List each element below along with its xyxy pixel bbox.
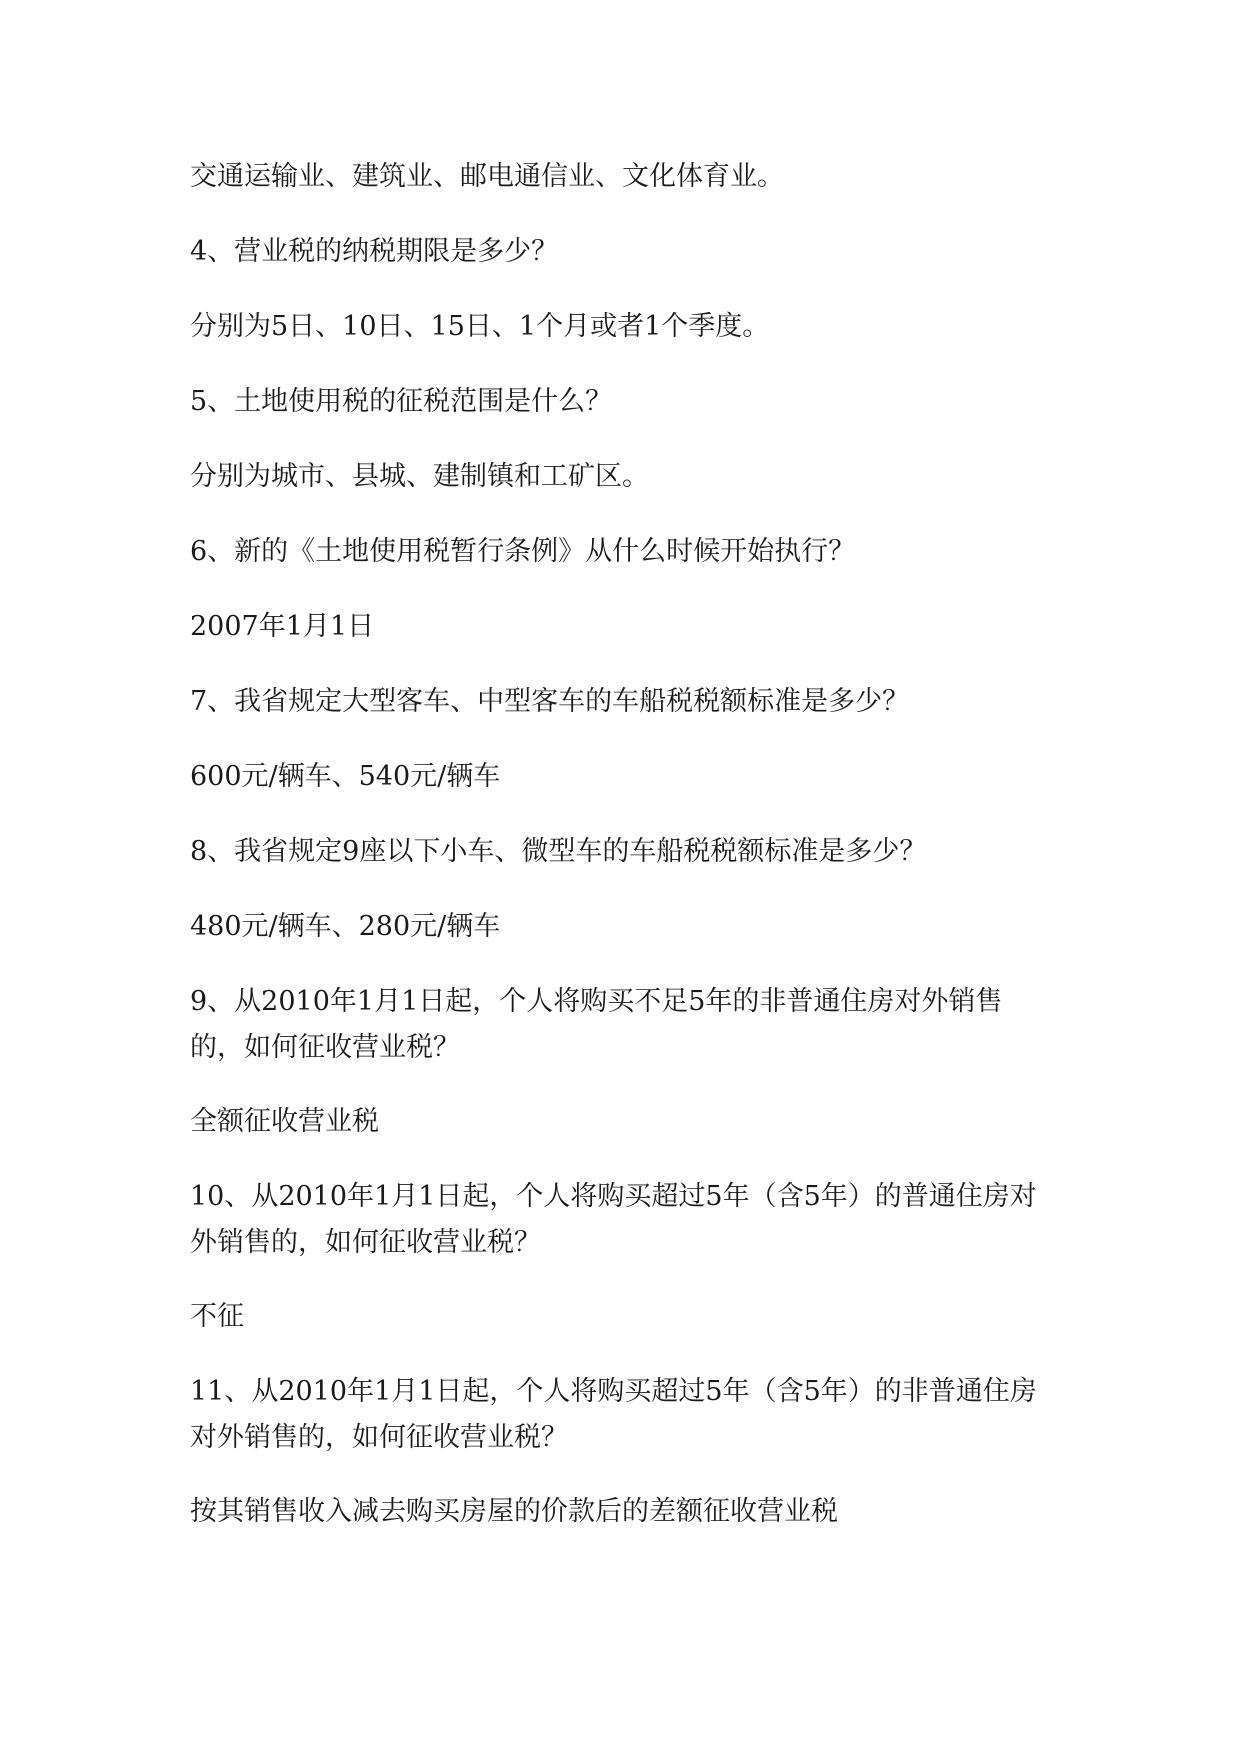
question-paragraph: 6、新的《土地使用税暂行条例》从什么时候开始执行？	[190, 536, 856, 567]
answer-paragraph: 交通运输业、建筑业、邮电通信业、文化体育业。	[190, 161, 784, 192]
answer-paragraph: 600元/辆车、540元/辆车	[190, 761, 501, 792]
answer-paragraph: 全额征收营业税	[190, 1106, 379, 1137]
question-paragraph: 11、从2010年1月1日起，个人将购买超过5年（含5年）的非普通住房对外销售的，如何征收营业税？	[190, 1376, 1037, 1453]
question-paragraph: 5、土地使用税的征税范围是什么？	[190, 386, 613, 417]
answer-paragraph: 480元/辆车、280元/辆车	[190, 911, 501, 942]
question-paragraph: 9、从2010年1月1日起，个人将购买不足5年的非普通住房对外销售的，如何征收营业税？	[190, 986, 1003, 1063]
question-paragraph: 4、营业税的纳税期限是多少？	[190, 236, 559, 267]
answer-paragraph: 分别为城市、县城、建制镇和工矿区。	[190, 461, 649, 492]
answer-paragraph: 分别为5日、10日、15日、1个月或者1个季度。	[190, 311, 770, 342]
answer-paragraph: 按其销售收入减去购买房屋的价款后的差额征收营业税	[190, 1496, 838, 1527]
question-paragraph: 7、我省规定大型客车、中型客车的车船税税额标准是多少？	[190, 686, 910, 717]
answer-paragraph: 2007年1月1日	[190, 611, 375, 642]
answer-paragraph: 不征	[190, 1301, 244, 1332]
question-paragraph: 8、我省规定9座以下小车、微型车的车船税税额标准是多少？	[190, 836, 927, 867]
question-paragraph: 10、从2010年1月1日起，个人将购买超过5年（含5年）的普通住房对外销售的，如何征收营业税？	[190, 1181, 1037, 1258]
